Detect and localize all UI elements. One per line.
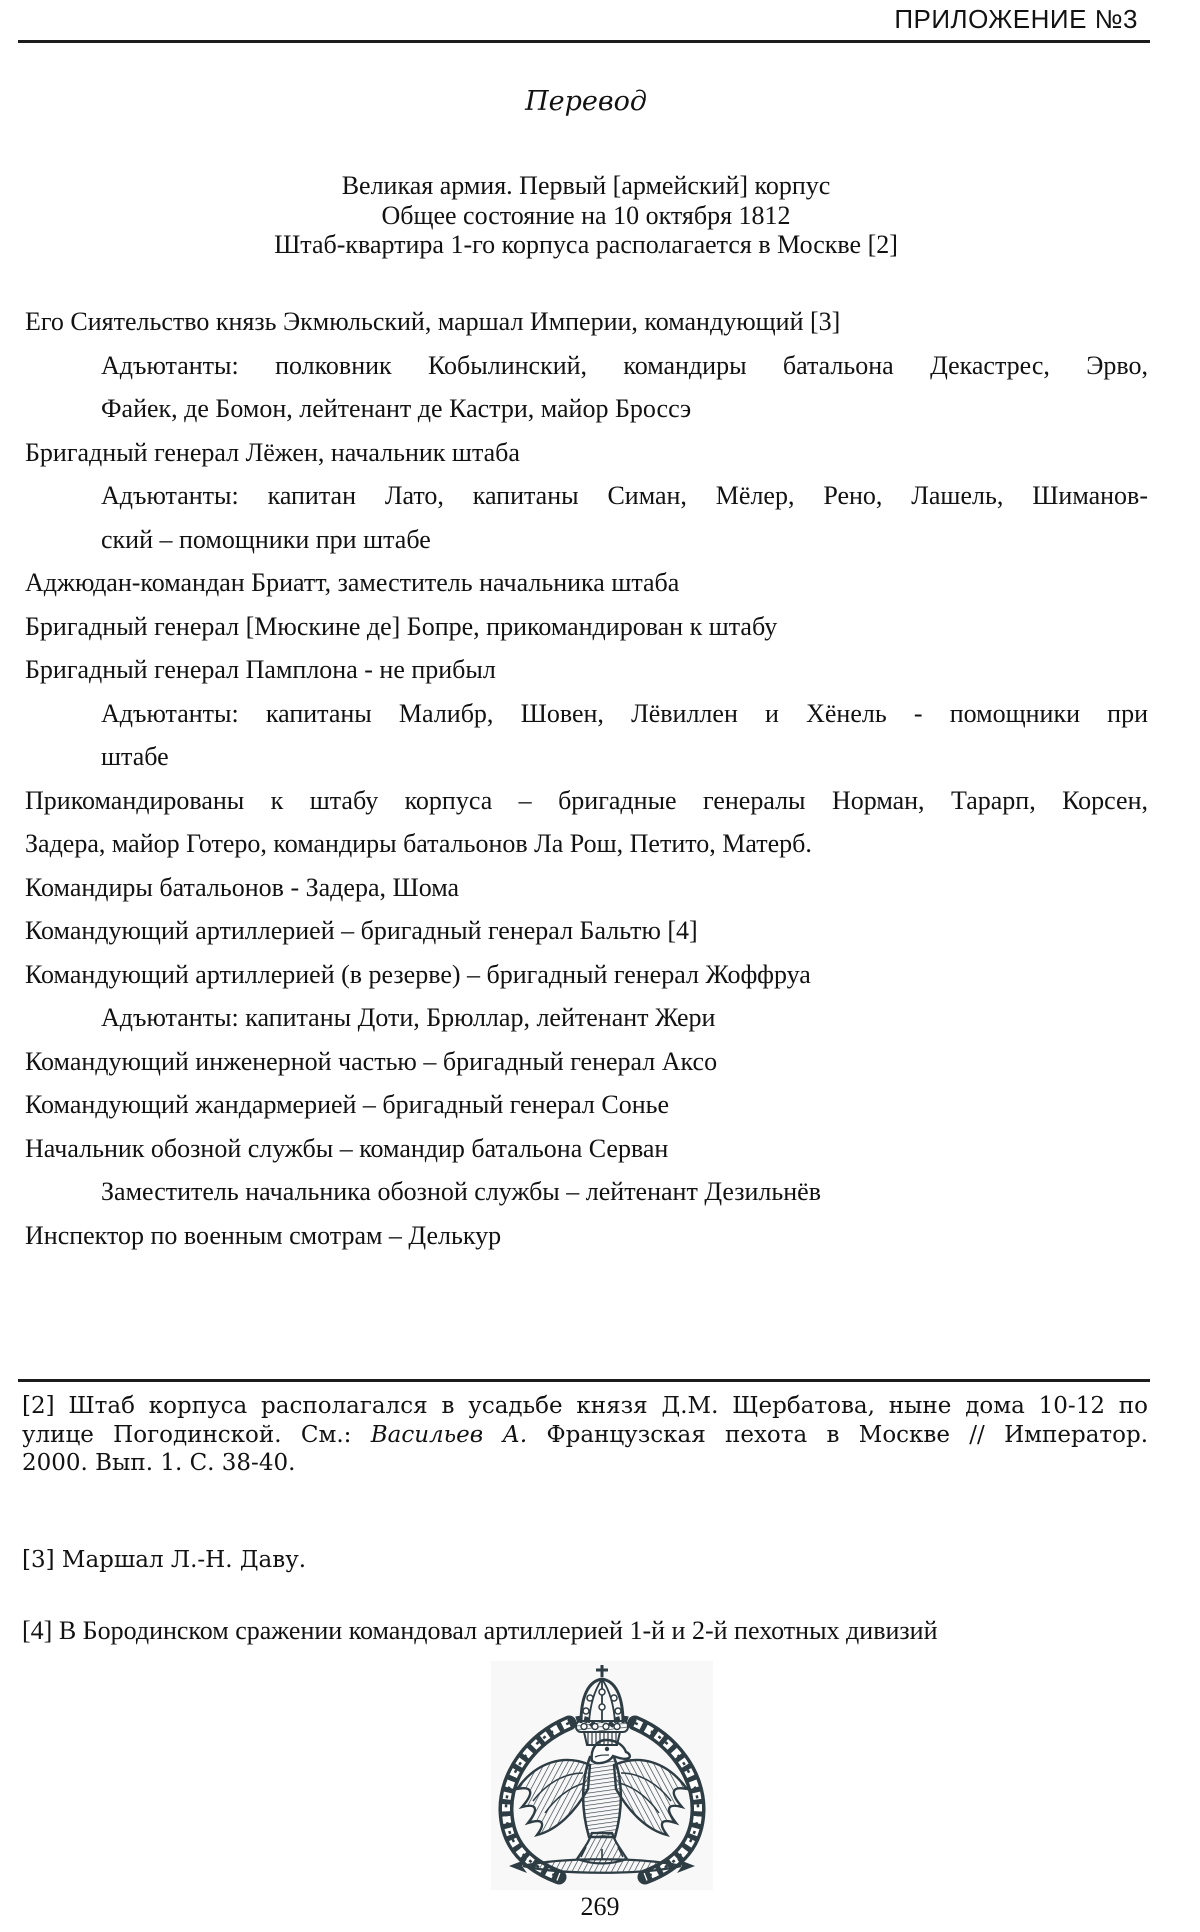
document-body xyxy=(25,300,1148,1257)
body-line: Командующий артиллерией (в резерве) – бригадный генерал Жоффруа xyxy=(25,959,811,989)
body-line: Аджюдан-командан Бриатт, заместитель начальника штаба xyxy=(25,568,680,597)
body-line: Прикомандированы к штабу корпуса – бригадные генералы Норман, Тарарп, Корсен, xyxy=(25,785,1148,815)
page-number: 269 xyxy=(580,1892,620,1921)
crown xyxy=(576,1665,628,1745)
footnote-3 xyxy=(22,1546,1148,1575)
appendix-header: ПРИЛОЖЕНИЕ №3 xyxy=(894,4,1138,34)
body-line: Адъютанты: капитаны Малибр, Шовен, Лёвиллен и Хёнель - помощники при xyxy=(101,698,1148,728)
body-line: Его Сиятельство князь Экмюльский, маршал Империи, командующий [3] xyxy=(25,307,841,336)
body-line: Задера, майор Готеро, командиры батальонов Ла Рош, Петито, Матерб. xyxy=(25,829,812,858)
eagle-body xyxy=(577,1757,627,1864)
body-line: Адъютанты: капитан Лато, капитаны Симан, Мёлер, Рено, Лашель, Шиманов- xyxy=(101,481,1148,510)
body-line: штабе xyxy=(101,742,169,771)
footnote-2 xyxy=(22,1392,1148,1478)
document-subtitle xyxy=(24,171,1148,260)
subtitle-line: Штаб-квартира 1-го корпуса располагается в Москве [2] xyxy=(274,230,898,259)
footnote-line: 2000. Вып. 1. С. 38-40. xyxy=(22,1450,296,1476)
body-line: Бригадный генерал [Мюскине де] Бопре, прикомандирован к штабу xyxy=(25,611,778,641)
imperial-eagle-emblem xyxy=(491,1661,713,1890)
body-line: Командиры батальонов - Задера, Шома xyxy=(25,872,460,902)
footnote-line: [3] Маршал Л.-Н. Даву. xyxy=(22,1547,307,1573)
body-line: Командующий инженерной частью – бригадный генерал Аксо xyxy=(25,1046,718,1076)
page-title: Перевод xyxy=(525,86,647,117)
body-line: Начальник обозной службы – командир батальона Серван xyxy=(25,1133,669,1163)
body-line: Бригадный генерал Памплона - не прибыл xyxy=(25,655,496,684)
body-line: Бригадный генерал Лёжен, начальник штаба xyxy=(25,437,520,467)
subtitle-line: Общее состояние на 10 октября 1812 xyxy=(381,200,791,230)
footnote-line: [2] Штаб корпуса располагался в усадьбе князя Д.М. Щербатова, ныне дома 10-12 по xyxy=(22,1393,1148,1419)
footnote-divider xyxy=(18,1379,1150,1382)
body-line: Адъютанты: полковник Кобылинский, командиры батальона Декастрес, Эрво, xyxy=(101,350,1148,380)
body-line: Файек, де Бомон, лейтенант де Кастри, майор Броссэ xyxy=(101,394,692,423)
header-divider xyxy=(18,40,1150,43)
body-line: Инспектор по военным смотрам – Делькур xyxy=(25,1220,502,1250)
body-line: Заместитель начальника обозной службы – лейтенант Дезильнёв xyxy=(101,1177,821,1206)
body-line: Командующий артиллерией – бригадный генерал Бальтю [4] xyxy=(25,916,698,945)
subtitle-line: Великая армия. Первый [армейский] корпус xyxy=(341,171,831,200)
body-line: Командующий жандармерией – бригадный генерал Сонье xyxy=(25,1090,670,1119)
footnote-4 xyxy=(22,1616,1148,1646)
footnote-line: улице Погодинской. См.: Васильев А. Французская пехота в Москве // Император. xyxy=(22,1421,1149,1448)
body-line: ский – помощники при штабе xyxy=(101,524,431,554)
body-line: Адъютанты: капитаны Доти, Брюллар, лейтенант Жери xyxy=(101,1003,716,1032)
footnote-line: [4] В Бородинском сражении командовал артиллерией 1-й и 2-й пехотных дивизий xyxy=(22,1616,938,1645)
